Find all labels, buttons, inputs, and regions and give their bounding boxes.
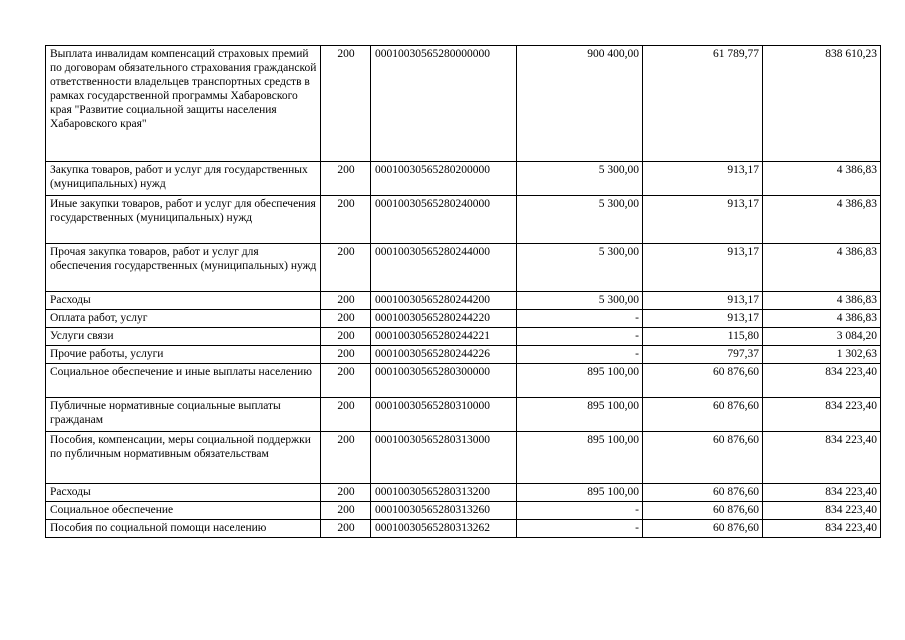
row-name: Оплата работ, услуг: [46, 310, 321, 328]
row-name: Услуги связи: [46, 328, 321, 346]
row-line-code: 200: [321, 310, 371, 328]
row-approved: -: [517, 502, 643, 520]
table-row: [46, 244, 881, 292]
row-unexecuted: 834 223,40: [763, 364, 881, 398]
row-approved: 895 100,00: [517, 484, 643, 502]
budget-execution-table: [45, 45, 881, 538]
row-unexecuted: 834 223,40: [763, 502, 881, 520]
row-budget-code: 00010030565280300000: [371, 364, 517, 398]
row-approved: 5 300,00: [517, 196, 643, 244]
row-executed: 115,80: [643, 328, 763, 346]
row-executed: 60 876,60: [643, 432, 763, 484]
row-budget-code: 00010030565280240000: [371, 196, 517, 244]
row-line-code: 200: [321, 162, 371, 196]
table-row: [46, 364, 881, 398]
table-row: [46, 292, 881, 310]
row-approved: 900 400,00: [517, 46, 643, 162]
table-row: [46, 328, 881, 346]
row-name: Пособия, компенсации, меры социальной поддержки по публичным нормативным обязательствам: [46, 432, 321, 484]
table-row: [46, 46, 881, 162]
row-budget-code: 00010030565280313262: [371, 520, 517, 538]
row-unexecuted: 4 386,83: [763, 162, 881, 196]
row-budget-code: 00010030565280244226: [371, 346, 517, 364]
row-unexecuted: 834 223,40: [763, 398, 881, 432]
row-executed: 61 789,77: [643, 46, 763, 162]
row-executed: 60 876,60: [643, 502, 763, 520]
row-line-code: 200: [321, 484, 371, 502]
row-executed: 913,17: [643, 162, 763, 196]
table-row: [46, 520, 881, 538]
row-approved: 5 300,00: [517, 292, 643, 310]
row-line-code: 200: [321, 520, 371, 538]
row-name: Пособия по социальной помощи населению: [46, 520, 321, 538]
row-executed: 60 876,60: [643, 484, 763, 502]
row-budget-code: 00010030565280200000: [371, 162, 517, 196]
row-executed: 797,37: [643, 346, 763, 364]
row-approved: -: [517, 328, 643, 346]
row-budget-code: 00010030565280313000: [371, 432, 517, 484]
row-unexecuted: 3 084,20: [763, 328, 881, 346]
table-row: [46, 162, 881, 196]
row-unexecuted: 834 223,40: [763, 432, 881, 484]
table-row: [46, 310, 881, 328]
row-approved: 895 100,00: [517, 432, 643, 484]
row-executed: 913,17: [643, 244, 763, 292]
table-row: [46, 502, 881, 520]
row-executed: 60 876,60: [643, 398, 763, 432]
table-row: [46, 432, 881, 484]
table-row: [46, 346, 881, 364]
row-unexecuted: 1 302,63: [763, 346, 881, 364]
row-name: Прочая закупка товаров, работ и услуг для обеспечения государственных (муниципальных) нужд: [46, 244, 321, 292]
row-approved: -: [517, 346, 643, 364]
row-executed: 60 876,60: [643, 520, 763, 538]
row-unexecuted: 838 610,23: [763, 46, 881, 162]
row-line-code: 200: [321, 398, 371, 432]
row-budget-code: 00010030565280244000: [371, 244, 517, 292]
row-budget-code: 00010030565280244200: [371, 292, 517, 310]
row-budget-code: 00010030565280244220: [371, 310, 517, 328]
row-line-code: 200: [321, 432, 371, 484]
row-name: Социальное обеспечение: [46, 502, 321, 520]
row-budget-code: 00010030565280000000: [371, 46, 517, 162]
row-line-code: 200: [321, 244, 371, 292]
row-name: Выплата инвалидам компенсаций страховых премий по договорам обязательного страхования гражданской ответственности владельцев транспортных средств в рамках государственной программы Хабаровского края "Развитие социальной защиты населения Хабаровского края": [46, 46, 321, 162]
table-row: [46, 196, 881, 244]
row-unexecuted: 834 223,40: [763, 484, 881, 502]
row-unexecuted: 4 386,83: [763, 196, 881, 244]
row-name: Иные закупки товаров, работ и услуг для обеспечения государственных (муниципальных) нужд: [46, 196, 321, 244]
row-name: Закупка товаров, работ и услуг для государственных (муниципальных) нужд: [46, 162, 321, 196]
row-name: Расходы: [46, 484, 321, 502]
row-executed: 60 876,60: [643, 364, 763, 398]
table-row: [46, 398, 881, 432]
row-line-code: 200: [321, 502, 371, 520]
row-approved: 5 300,00: [517, 244, 643, 292]
row-approved: 5 300,00: [517, 162, 643, 196]
row-name: Социальное обеспечение и иные выплаты населению: [46, 364, 321, 398]
row-line-code: 200: [321, 364, 371, 398]
row-budget-code: 00010030565280310000: [371, 398, 517, 432]
row-approved: -: [517, 310, 643, 328]
row-line-code: 200: [321, 196, 371, 244]
row-line-code: 200: [321, 46, 371, 162]
row-unexecuted: 834 223,40: [763, 520, 881, 538]
row-approved: 895 100,00: [517, 364, 643, 398]
row-unexecuted: 4 386,83: [763, 310, 881, 328]
row-name: Публичные нормативные социальные выплаты гражданам: [46, 398, 321, 432]
row-budget-code: 00010030565280244221: [371, 328, 517, 346]
row-approved: 895 100,00: [517, 398, 643, 432]
row-executed: 913,17: [643, 310, 763, 328]
row-budget-code: 00010030565280313200: [371, 484, 517, 502]
row-unexecuted: 4 386,83: [763, 292, 881, 310]
row-unexecuted: 4 386,83: [763, 244, 881, 292]
row-budget-code: 00010030565280313260: [371, 502, 517, 520]
row-line-code: 200: [321, 328, 371, 346]
row-name: Прочие работы, услуги: [46, 346, 321, 364]
row-line-code: 200: [321, 346, 371, 364]
row-line-code: 200: [321, 292, 371, 310]
row-executed: 913,17: [643, 196, 763, 244]
row-executed: 913,17: [643, 292, 763, 310]
table-body: [46, 46, 881, 538]
row-approved: -: [517, 520, 643, 538]
row-name: Расходы: [46, 292, 321, 310]
table-row: [46, 484, 881, 502]
